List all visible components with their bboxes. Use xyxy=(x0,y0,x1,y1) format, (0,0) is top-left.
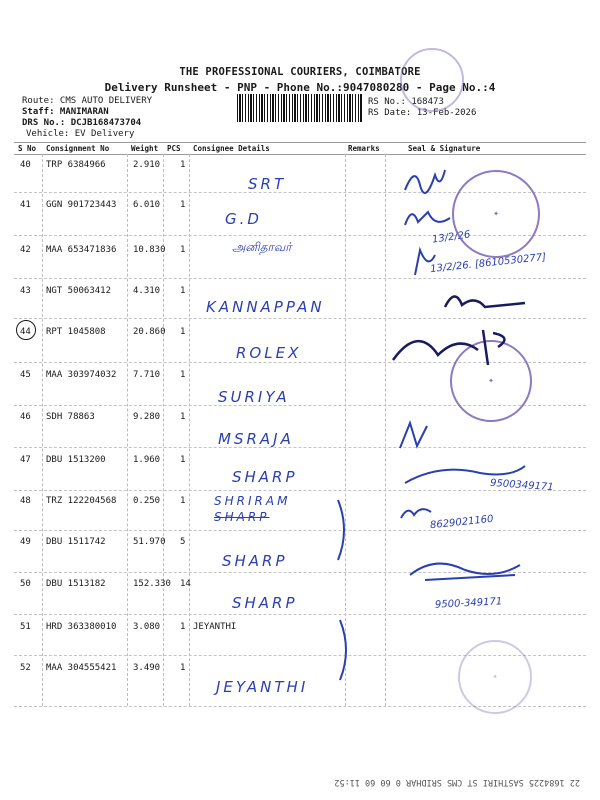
hand-name-47: SHARP xyxy=(232,468,298,486)
hand-name-40: SRT xyxy=(248,175,287,193)
school-seal-stamp: ✦ xyxy=(452,170,540,258)
brace-marks xyxy=(330,490,360,690)
row-consignment-no: TRZ 122204568 xyxy=(46,496,117,506)
footer-print: 22 1684225 SASTHIRI ST CMS SRIDHAR 0 60 60 11:52 xyxy=(334,777,580,787)
rs-date: RS Date: 13-Feb-2026 xyxy=(368,108,477,118)
runsheet-title: Delivery Runsheet - PNP - Phone No.:9047080280 - Page No.:4 xyxy=(104,81,496,94)
signature-43 xyxy=(440,285,530,315)
row-weight: 51.970 xyxy=(133,537,166,547)
hand-name-49: SHARP xyxy=(222,552,288,570)
company-title: THE PROFESSIONAL COURIERS, COIMBATORE xyxy=(179,66,421,78)
row-consignment-no: MAA 303974032 xyxy=(46,370,117,380)
row-pcs: 1 xyxy=(180,455,186,465)
col-consignment: Consignment No xyxy=(46,144,110,153)
row-sno: 45 xyxy=(20,370,31,380)
row-sno: 46 xyxy=(20,412,31,422)
row-consignment-no: SDH 78863 xyxy=(46,412,95,422)
row-sno: 44 xyxy=(20,327,31,337)
row-consignment-no: NGT 50063412 xyxy=(46,286,112,296)
row-sno: 41 xyxy=(20,200,31,210)
row-weight: 152.330 xyxy=(133,579,171,589)
col-remarks: Remarks xyxy=(348,144,380,153)
row-pcs: 1 xyxy=(180,370,186,380)
signature-50 xyxy=(405,555,525,585)
hand-name-50: SHARP xyxy=(232,594,298,612)
signature-46 xyxy=(395,418,435,453)
top-seal-stamp xyxy=(400,48,464,112)
col-seal: Seal & Signature xyxy=(408,144,481,153)
note-phone-48: 8629021160 xyxy=(429,513,495,532)
row-weight: 10.830 xyxy=(133,245,166,255)
row-weight: 4.310 xyxy=(133,286,161,296)
row-pcs: 5 xyxy=(180,537,186,547)
row-sno: 48 xyxy=(20,496,31,506)
row-pcs: 1 xyxy=(180,286,186,296)
row-weight: 6.010 xyxy=(133,200,161,210)
vehicle-label: Vehicle: EV Delivery xyxy=(26,129,135,139)
row-divider xyxy=(14,278,586,279)
row-divider xyxy=(14,318,586,319)
row-pcs: 1 xyxy=(180,663,186,673)
row-sno: 47 xyxy=(20,455,31,465)
barcode xyxy=(237,94,363,122)
col-pcs: PCS xyxy=(167,144,181,153)
signature-41 xyxy=(400,200,460,235)
hand-name-43: KANNAPPAN xyxy=(206,298,325,316)
rs-number: RS No.: 168473 xyxy=(368,97,444,107)
signature-48 xyxy=(396,500,436,525)
row-consignment-no: RPT 1045808 xyxy=(46,327,106,337)
row-consignment-no: DBU 1513182 xyxy=(46,579,106,589)
col-consignee: Consignee Details xyxy=(193,144,270,153)
row-sno: 43 xyxy=(20,286,31,296)
hand-name-46: MSRAJA xyxy=(218,430,294,448)
row-weight: 9.280 xyxy=(133,412,161,422)
row-weight: 20.860 xyxy=(133,327,166,337)
row-weight: 1.960 xyxy=(133,455,161,465)
row-sno: 40 xyxy=(20,160,31,170)
note-phone-47: 9500349171 xyxy=(489,477,554,494)
note-date-41: 13/2/26 xyxy=(431,229,472,246)
row-divider xyxy=(14,614,586,615)
faint-seal-stamp: ✦ xyxy=(458,640,532,714)
row-weight: 2.910 xyxy=(133,160,161,170)
row-consignment-no: GGN 901723443 xyxy=(46,200,117,210)
row-pcs: 1 xyxy=(180,160,186,170)
row-consignment-no: DBU 1513200 xyxy=(46,455,106,465)
row-consignee-printed: JEYANTHI xyxy=(193,622,237,632)
row-pcs: 1 xyxy=(180,496,186,506)
row-consignment-no: MAA 653471836 xyxy=(46,245,117,255)
note-phone-42: 13/2/26. [8610530277] xyxy=(429,251,547,276)
burma-seal-stamp: ✦ xyxy=(450,340,532,422)
hand-name-48: SHRIRAM xyxy=(214,494,291,508)
row-weight: 7.710 xyxy=(133,370,161,380)
row-sno: 52 xyxy=(20,663,31,673)
row-44-circle-mark xyxy=(16,320,36,340)
row-weight: 0.250 xyxy=(133,496,161,506)
signature-44 xyxy=(388,325,528,370)
row-pcs: 1 xyxy=(180,622,186,632)
row-pcs: 1 xyxy=(180,412,186,422)
row-divider xyxy=(14,447,586,448)
row-sno: 49 xyxy=(20,537,31,547)
signature-47 xyxy=(400,458,530,488)
row-sno: 51 xyxy=(20,622,31,632)
row-pcs: 1 xyxy=(180,200,186,210)
row-weight: 3.490 xyxy=(133,663,161,673)
row-consignment-no: HRD 363380010 xyxy=(46,622,117,632)
staff-label: Staff: MANIMARAN xyxy=(22,107,109,117)
row-pcs: 1 xyxy=(180,327,186,337)
row-consignment-no: DBU 1511742 xyxy=(46,537,106,547)
row-consignment-no: TRP 6384966 xyxy=(46,160,106,170)
row-divider xyxy=(14,490,586,491)
col-sno: S No xyxy=(18,144,37,153)
signature-40 xyxy=(400,160,450,200)
hand-name-41: G.D xyxy=(225,210,262,228)
row-weight: 3.080 xyxy=(133,622,161,632)
hand-name-42: அனிதாவர் xyxy=(232,240,292,254)
hand-name-44: ROLEX xyxy=(236,344,302,362)
row-sno: 50 xyxy=(20,579,31,589)
row-pcs: 1 xyxy=(180,245,186,255)
row-sno: 42 xyxy=(20,245,31,255)
col-weight: Weight xyxy=(131,144,159,153)
hand-name-45: SURIYA xyxy=(218,388,290,406)
drs-label: DRS No.: DCJB168473704 xyxy=(22,118,142,128)
route-label: Route: CMS AUTO DELIVERY xyxy=(22,96,153,106)
signature-42 xyxy=(410,245,440,280)
row-divider xyxy=(14,530,586,531)
hand-name-52: JEYANTHI xyxy=(216,678,309,696)
hand-remark-48: SHARP xyxy=(214,510,270,524)
row-pcs: 14 xyxy=(180,579,191,589)
row-consignment-no: MAA 304555421 xyxy=(46,663,117,673)
note-phone-50: 9500-349171 xyxy=(434,596,503,611)
